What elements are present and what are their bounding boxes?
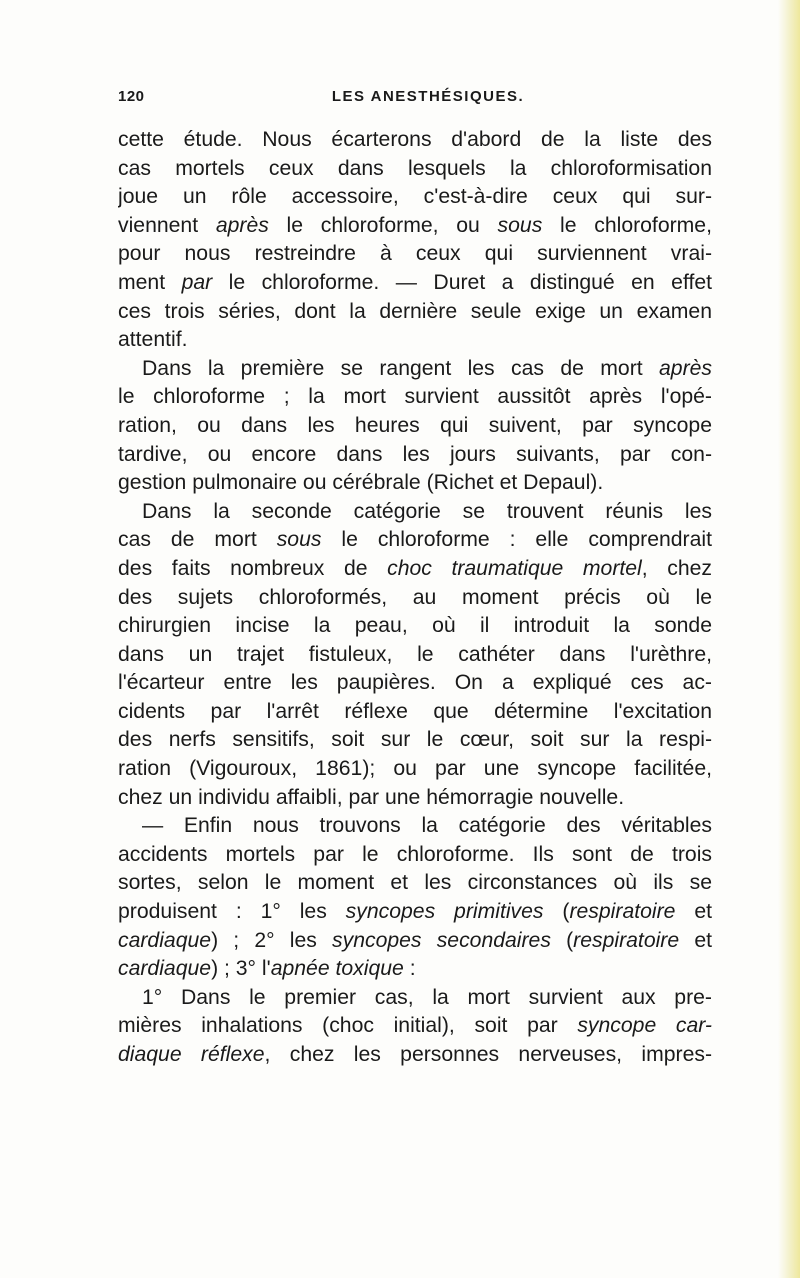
text-line bbox=[118, 526, 712, 555]
text-run: pour nous restreindre à ceux qui surviennent vrai- bbox=[118, 242, 712, 266]
text-line bbox=[118, 955, 712, 984]
text-line bbox=[118, 412, 712, 441]
text-line bbox=[118, 898, 712, 927]
italic-text: diaque réflexe bbox=[118, 1043, 265, 1066]
text-line bbox=[118, 212, 712, 241]
text-run: et bbox=[679, 928, 712, 952]
text-line bbox=[118, 298, 712, 327]
text-run: chez un individu affaibli, par une hémorragie nouvelle. bbox=[118, 785, 625, 809]
text-run: ( bbox=[550, 928, 574, 952]
text-run: dans un trajet fistuleux, le cathéter dans l'urèthre, bbox=[118, 642, 712, 666]
text-run: , chez les personnes nerveuses, impres- bbox=[264, 1043, 712, 1066]
text-run: — Enfin nous trouvons la catégorie des véritables bbox=[142, 814, 712, 838]
text-run: cas de mort bbox=[118, 528, 277, 552]
text-line bbox=[118, 784, 712, 813]
text-run: 1° Dans le premier cas, la mort survient aux pre- bbox=[142, 985, 712, 1009]
text-run: produisent : 1° les bbox=[118, 900, 346, 924]
italic-text: respiratoire bbox=[569, 900, 676, 924]
text-line bbox=[118, 726, 712, 755]
text-run: viennent bbox=[118, 213, 216, 237]
text-run: Dans la seconde catégorie se trouvent réunis les bbox=[142, 499, 712, 523]
text-run: gestion pulmonaire ou cérébrale (Richet et Depaul). bbox=[118, 471, 604, 495]
text-line bbox=[118, 612, 712, 641]
text-line bbox=[118, 240, 712, 269]
text-run: et bbox=[675, 900, 712, 924]
italic-text: par bbox=[181, 270, 213, 294]
text-line bbox=[118, 755, 712, 784]
text-run: mières inhalations (choc initial), soit par bbox=[118, 1014, 578, 1038]
text-run: ( bbox=[543, 900, 570, 924]
italic-text: syncopes primitives bbox=[345, 900, 544, 924]
text-run: le chloroforme, bbox=[542, 213, 712, 237]
text-run: cette étude. Nous écarterons d'abord de la liste des bbox=[118, 128, 712, 151]
running-head bbox=[118, 88, 698, 112]
text-line bbox=[118, 469, 712, 498]
italic-text: respiratoire bbox=[573, 928, 680, 952]
text-line bbox=[118, 641, 712, 670]
italic-text: choc traumatique mortel bbox=[387, 556, 642, 580]
text-run: le chloroforme. — Duret a distingué en effet bbox=[212, 270, 712, 294]
text-run: chirurgien incise la peau, où il introduit la sonde bbox=[118, 614, 712, 638]
text-run: l'écarteur entre les paupières. On a expliqué ces ac- bbox=[118, 671, 712, 695]
text-run: ration (Vigouroux, 1861); ou par une syncope facilitée, bbox=[118, 757, 712, 781]
text-run: tardive, ou encore dans les jours suivants, par con- bbox=[118, 442, 712, 466]
text-run: ration, ou dans les heures qui suivent, par syncope bbox=[118, 413, 712, 437]
italic-text: apnée toxique bbox=[270, 957, 404, 981]
italic-text: cardiaque bbox=[118, 928, 212, 952]
text-line bbox=[118, 183, 712, 212]
text-line bbox=[118, 812, 712, 841]
text-line bbox=[118, 669, 712, 698]
page-edge bbox=[778, 0, 800, 1278]
text-run: ) ; 3° l' bbox=[211, 957, 271, 981]
text-run: : bbox=[403, 957, 416, 981]
text-line bbox=[118, 698, 712, 727]
text-line bbox=[118, 355, 712, 384]
text-run: ment bbox=[118, 270, 182, 294]
text-line bbox=[118, 584, 712, 613]
italic-text: syncopes secondaires bbox=[332, 928, 551, 952]
text-line bbox=[118, 1012, 712, 1041]
text-run: , chez bbox=[641, 556, 712, 580]
italic-text: après bbox=[659, 356, 712, 380]
italic-text: syncope car- bbox=[577, 1014, 712, 1038]
text-line bbox=[118, 498, 712, 527]
text-line bbox=[118, 869, 712, 898]
body-text bbox=[118, 126, 712, 1070]
text-line bbox=[118, 1041, 712, 1070]
text-run: cidents par l'arrêt réflexe que détermine l'excitation bbox=[118, 699, 712, 723]
text-line bbox=[118, 155, 712, 184]
text-line bbox=[118, 269, 712, 298]
text-run: ) ; 2° les bbox=[211, 928, 333, 952]
italic-text: sous bbox=[497, 213, 543, 237]
italic-text: cardiaque bbox=[118, 957, 212, 981]
text-run: attentif. bbox=[118, 328, 188, 352]
text-run: sortes, selon le moment et les circonstances où ils se bbox=[118, 871, 712, 895]
text-run: cas mortels ceux dans lesquels la chloroformisation bbox=[118, 156, 712, 180]
italic-text: après bbox=[215, 213, 269, 237]
text-line bbox=[118, 555, 712, 584]
text-line bbox=[118, 126, 712, 155]
text-line bbox=[118, 326, 712, 355]
text-line bbox=[118, 984, 712, 1013]
text-run: des sujets chloroformés, au moment précis où le bbox=[118, 585, 712, 609]
text-run: des nerfs sensitifs, soit sur le cœur, soit sur la respi- bbox=[118, 728, 712, 752]
text-line bbox=[118, 927, 712, 956]
running-title: LES ANESTHÉSIQUES. bbox=[331, 88, 525, 105]
text-run: Dans la première se rangent les cas de mort bbox=[142, 356, 659, 380]
text-run: accidents mortels par le chloroforme. Ils sont de trois bbox=[118, 842, 712, 866]
italic-text: sous bbox=[276, 528, 322, 552]
text-run: ces trois séries, dont la dernière seule exige un examen bbox=[118, 299, 712, 323]
page-number: 120 bbox=[118, 88, 145, 105]
text-line bbox=[118, 383, 712, 412]
text-run: le chloroforme, ou bbox=[268, 213, 498, 237]
text-line bbox=[118, 441, 712, 470]
text-run: le chloroforme : elle comprendrait bbox=[321, 528, 712, 552]
text-run: joue un rôle accessoire, c'est-à-dire ceux qui sur- bbox=[118, 185, 712, 209]
text-run: des faits nombreux de bbox=[118, 556, 388, 580]
text-line bbox=[118, 841, 712, 870]
text-run: le chloroforme ; la mort survient aussitôt après l'opé- bbox=[118, 385, 712, 409]
